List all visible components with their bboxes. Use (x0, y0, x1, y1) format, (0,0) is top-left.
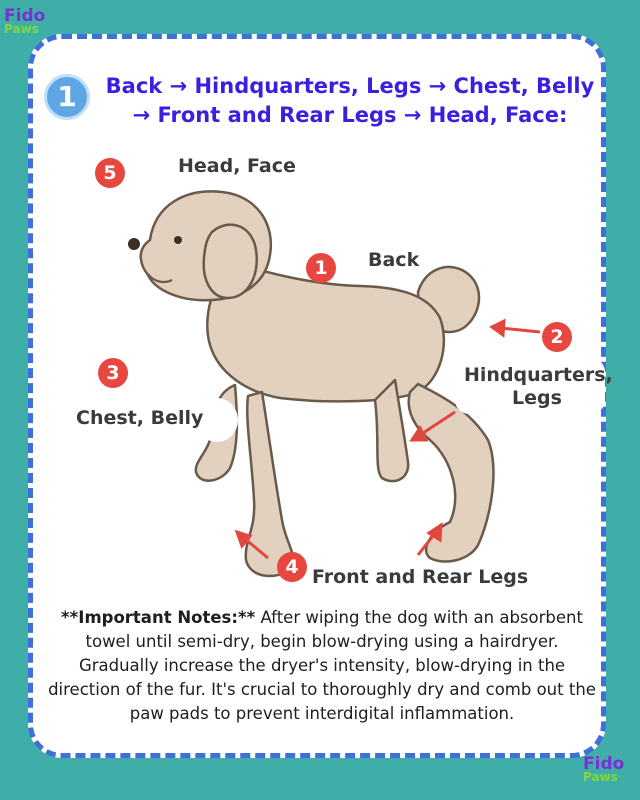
arrow-hindquarters-top (500, 328, 540, 332)
notes-heading: **Important Notes:** (61, 608, 256, 627)
label-chest-belly: Chest, Belly (76, 407, 204, 429)
label-hindquarters-line-1: Hindquarters, (464, 364, 613, 386)
marker-3: 3 (98, 358, 128, 388)
step-number-badge: 1 (44, 74, 90, 120)
dog-front-leg-front (246, 392, 294, 576)
arrow-hindquarters-top-head (492, 321, 504, 335)
steps-title-line-1: Back → Hindquarters, Legs → Chest, Belly (105, 74, 595, 98)
brand-name-bottom: Fido (583, 754, 625, 774)
dog-nose (128, 238, 140, 250)
steps-title-line-2: → Front and Rear Legs → Head, Face: (132, 103, 568, 127)
label-back: Back (368, 249, 420, 271)
brand-name: Fido (4, 6, 46, 26)
marker-1: 1 (306, 253, 336, 283)
brand-subname: Paws (4, 22, 39, 37)
label-front-rear-legs: Front and Rear Legs (312, 566, 529, 588)
label-head-face: Head, Face (178, 155, 296, 177)
dog-ear (204, 225, 257, 298)
marker-5: 5 (95, 158, 125, 188)
brand-logo-bottom (583, 756, 624, 784)
dog-eye (174, 236, 182, 244)
marker-4: 4 (277, 552, 307, 582)
marker-2: 2 (542, 322, 572, 352)
important-notes (44, 606, 600, 726)
notes-text: After wiping the dog with an absorbent towel until semi-dry, begin blow-drying using a hairdryer. Gradually increase the dryer's intensity, blow-drying in the direction of the fur. It's crucial to thoroughly dry and comb out the paw pads to prevent interdigital inflammation. (48, 608, 596, 723)
brand-subname-bottom: Paws (583, 770, 618, 785)
label-hindquarters-line-2: Legs (512, 387, 562, 409)
